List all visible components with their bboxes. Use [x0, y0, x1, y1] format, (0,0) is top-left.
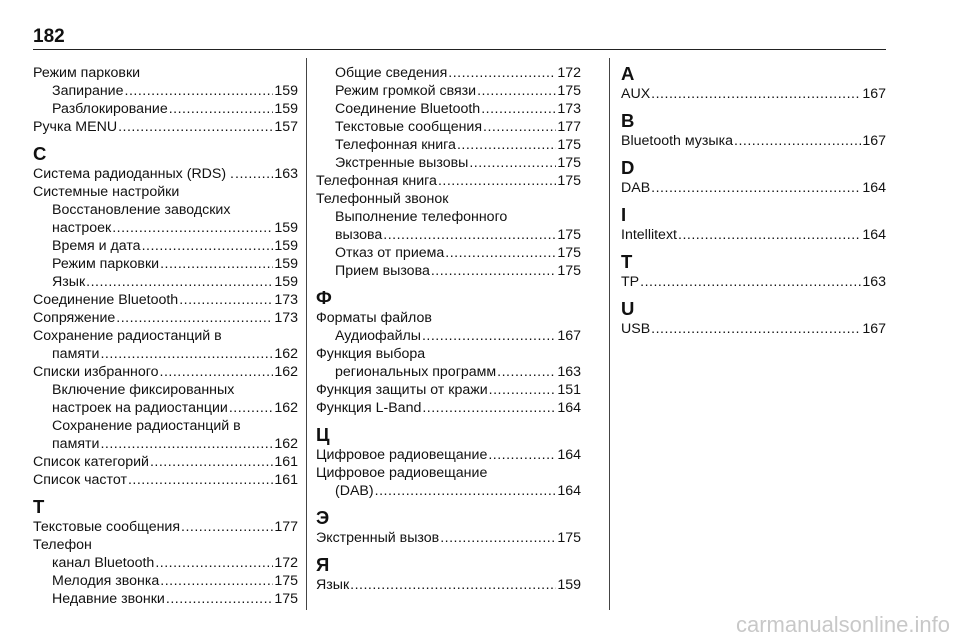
- index-group: [316, 288, 581, 417]
- watermark: carmanualsonline.info: [735, 612, 950, 637]
- entry-text: Экстренный вызов: [316, 530, 440, 546]
- dot-leader: [497, 363, 556, 381]
- entry-text: канал Bluetooth: [52, 555, 155, 571]
- index-entry: [316, 327, 581, 345]
- index-entry: [33, 291, 298, 309]
- entry-page-number: 167: [557, 328, 581, 344]
- entry-text: настроек на радиостанции: [52, 400, 228, 416]
- index-entry: [33, 309, 298, 327]
- entry-text: памяти: [52, 436, 100, 452]
- dot-leader: [150, 453, 273, 471]
- entry-text: Текстовые сообщения: [33, 519, 181, 535]
- dot-leader: [125, 82, 274, 100]
- entry-text: Соединение Bluetooth: [33, 292, 179, 308]
- section-letter: С: [33, 143, 47, 164]
- dot-leader: [481, 100, 556, 118]
- entry-page-number: 159: [274, 274, 298, 290]
- dot-leader: [383, 226, 556, 244]
- index-entry: [316, 136, 581, 154]
- entry-text: Список категорий: [33, 454, 149, 470]
- entry-page-number: 157: [274, 119, 298, 135]
- entry-text: Разблокирование: [52, 101, 168, 117]
- index-entry: [33, 345, 298, 363]
- section-letter: B: [621, 110, 635, 131]
- dot-leader: [651, 179, 861, 197]
- index-group: [316, 555, 581, 594]
- dot-leader: [169, 100, 274, 118]
- dot-leader: [640, 273, 861, 291]
- dot-leader: [166, 590, 273, 608]
- entry-text: Intellitext: [621, 227, 677, 243]
- entry-text: Отказ от приема: [335, 245, 445, 261]
- entry-page-number: 163: [557, 364, 581, 380]
- dot-leader: [489, 381, 557, 399]
- dot-leader: [469, 154, 556, 172]
- entry-text: Мелодия звонка: [52, 573, 160, 589]
- entry-page-number: 159: [274, 83, 298, 99]
- index-heading-line: Восстановление заводских: [52, 202, 231, 218]
- index-entry: [33, 255, 298, 273]
- index-entry: [33, 118, 298, 136]
- section-letter: U: [621, 298, 635, 319]
- entry-page-number: 175: [557, 83, 581, 99]
- entry-text: Режим парковки: [52, 256, 160, 272]
- index-heading-line: Телефонный звонок: [316, 191, 449, 207]
- entry-text: Функция L-Band: [316, 400, 422, 416]
- index-heading-line: Системные настройки: [33, 184, 180, 200]
- dot-leader: [155, 554, 273, 572]
- index-group: [621, 299, 886, 338]
- entry-text: памяти: [52, 346, 100, 362]
- entry-page-number: 167: [862, 321, 886, 337]
- dot-leader: [235, 165, 273, 183]
- entry-page-number: 163: [862, 274, 886, 290]
- dot-leader: [112, 219, 273, 237]
- index-group: [621, 252, 886, 291]
- dot-leader: [440, 529, 556, 547]
- entry-text: Прием вызова: [335, 263, 430, 279]
- dot-leader: [734, 132, 861, 150]
- entry-page-number: 163: [274, 166, 298, 182]
- entry-text: Bluetooth музыка: [621, 133, 734, 149]
- dot-leader: [100, 345, 273, 363]
- index-entry: [316, 529, 581, 547]
- entry-page-number: 164: [557, 400, 581, 416]
- entry-page-number: 175: [557, 530, 581, 546]
- section-letter: Т: [33, 496, 45, 517]
- entry-page-number: 164: [557, 447, 581, 463]
- dot-leader: [116, 309, 273, 327]
- entry-page-number: 177: [557, 119, 581, 135]
- entry-text: Телефонная книга: [335, 137, 456, 153]
- index-entry: [33, 100, 298, 118]
- index-entry: [316, 154, 581, 172]
- entry-text: DAB: [621, 180, 651, 196]
- index-entry: [316, 399, 581, 417]
- entry-text: TP: [621, 274, 640, 290]
- index-entry: [316, 381, 581, 399]
- section-letter: Я: [316, 554, 330, 575]
- index-entry: [33, 572, 298, 590]
- entry-text: Время и дата: [52, 238, 141, 254]
- index-entry: [33, 399, 298, 417]
- index-column-3: [621, 64, 886, 338]
- column-divider: [306, 58, 307, 610]
- section-letter: T: [621, 251, 633, 272]
- entry-page-number: 159: [274, 238, 298, 254]
- index-group: [33, 64, 298, 136]
- entry-page-number: 173: [274, 292, 298, 308]
- entry-page-number: 167: [862, 133, 886, 149]
- entry-text: Соединение Bluetooth: [335, 101, 481, 117]
- dot-leader: [160, 572, 273, 590]
- index-group: [621, 158, 886, 197]
- entry-text: Цифровое радиовещание: [316, 447, 488, 463]
- index-entry: [621, 132, 886, 150]
- entry-page-number: 175: [557, 245, 581, 261]
- index-entry: [316, 118, 581, 136]
- entry-text: Телефонная книга: [316, 173, 437, 189]
- entry-text: Недавние звонки: [52, 591, 165, 607]
- entry-page-number: 175: [557, 137, 581, 153]
- index-group: [33, 497, 298, 608]
- dot-leader: [86, 273, 273, 291]
- index-group: [621, 205, 886, 244]
- index-entry: [33, 82, 298, 100]
- entry-page-number: 175: [557, 173, 581, 189]
- entry-text: Экстренные вызовы: [335, 155, 469, 171]
- index-heading-line: Цифровое радиовещание: [316, 465, 488, 481]
- entry-page-number: 162: [274, 436, 298, 452]
- index-entry: [316, 100, 581, 118]
- column-divider: [609, 58, 610, 610]
- entry-text: настроек: [52, 220, 112, 236]
- entry-text: AUX: [621, 86, 651, 102]
- entry-page-number: 162: [274, 346, 298, 362]
- entry-page-number: 162: [274, 400, 298, 416]
- entry-page-number: 173: [274, 310, 298, 326]
- entry-page-number: 151: [557, 382, 581, 398]
- page-number: 182: [33, 26, 65, 47]
- entry-text: Функция защиты от кражи: [316, 382, 488, 398]
- entry-text: Ручка MENU: [33, 119, 118, 135]
- index-entry: [621, 85, 886, 103]
- dot-leader: [431, 262, 556, 280]
- index-entry: [621, 226, 886, 244]
- index-entry: [33, 237, 298, 255]
- index-heading-line: Режим парковки: [33, 65, 141, 81]
- entry-text: Язык: [52, 274, 86, 290]
- entry-text: (DAB): [335, 483, 374, 499]
- dot-leader: [179, 291, 273, 309]
- dot-leader: [483, 118, 556, 136]
- dot-leader: [118, 118, 273, 136]
- dot-leader: [651, 85, 861, 103]
- entry-page-number: 173: [557, 101, 581, 117]
- index-heading-line: Включение фиксированных: [52, 382, 235, 398]
- dot-leader: [375, 482, 557, 500]
- entry-page-number: 161: [274, 472, 298, 488]
- entry-page-number: 159: [557, 577, 581, 593]
- entry-page-number: 177: [274, 519, 298, 535]
- entry-text: Список частот: [33, 472, 127, 488]
- index-entry: [316, 172, 581, 190]
- index-entry: [621, 320, 886, 338]
- index-entry: [316, 576, 581, 594]
- index-heading-line: Функция выбора: [316, 346, 426, 362]
- dot-leader: [477, 82, 556, 100]
- dot-leader: [128, 471, 273, 489]
- section-letter: I: [621, 204, 627, 225]
- dot-leader: [142, 237, 274, 255]
- entry-page-number: 175: [557, 155, 581, 171]
- index-entry: [33, 363, 298, 381]
- index-entry: [316, 82, 581, 100]
- index-entry: [316, 262, 581, 280]
- entry-page-number: 159: [274, 220, 298, 236]
- entry-text: Списки избранного: [33, 364, 159, 380]
- entry-text: вызова: [335, 227, 383, 243]
- index-entry: [33, 453, 298, 471]
- index-entry: [33, 165, 298, 183]
- entry-page-number: 161: [274, 454, 298, 470]
- index-group: [621, 64, 886, 103]
- section-letter: Э: [316, 507, 330, 528]
- index-column-1: [33, 64, 298, 608]
- entry-text: региональных программ: [335, 364, 497, 380]
- entry-page-number: 172: [274, 555, 298, 571]
- entry-page-number: 172: [557, 65, 581, 81]
- entry-page-number: 175: [274, 591, 298, 607]
- index-entry: [316, 244, 581, 262]
- dot-leader: [678, 226, 861, 244]
- index-entry: [621, 273, 886, 291]
- dot-leader: [422, 327, 556, 345]
- index-heading-line: Телефон: [33, 537, 92, 553]
- header-rule: [33, 49, 886, 50]
- index-heading-line: Форматы файлов: [316, 310, 432, 326]
- index-entry: [316, 64, 581, 82]
- entry-text: Текстовые сообщения: [335, 119, 483, 135]
- dot-leader: [488, 446, 556, 464]
- index-entry: [316, 446, 581, 464]
- index-entry: [621, 179, 886, 197]
- index-heading-line: Сохранение радиостанций в: [33, 328, 222, 344]
- entry-page-number: 175: [557, 263, 581, 279]
- dot-leader: [160, 255, 273, 273]
- entry-text: Сопряжение: [33, 310, 116, 326]
- entry-page-number: 164: [862, 227, 886, 243]
- dot-leader: [445, 244, 556, 262]
- entry-text: Язык: [316, 577, 350, 593]
- index-entry: [33, 219, 298, 237]
- dot-leader: [181, 518, 273, 536]
- index-group: [316, 425, 581, 500]
- index-entry: [33, 435, 298, 453]
- entry-page-number: 175: [557, 227, 581, 243]
- entry-page-number: 162: [274, 364, 298, 380]
- index-group: [33, 144, 298, 489]
- index-heading-line: Выполнение телефонного: [335, 209, 508, 225]
- section-letter: A: [621, 63, 635, 84]
- entry-page-number: 164: [557, 483, 581, 499]
- entry-page-number: 175: [274, 573, 298, 589]
- entry-text: Запирание: [52, 83, 124, 99]
- dot-leader: [350, 576, 556, 594]
- entry-page-number: 159: [274, 256, 298, 272]
- dot-leader: [160, 363, 274, 381]
- index-group: [316, 508, 581, 547]
- dot-leader: [100, 435, 273, 453]
- index-heading-line: Сохранение радиостанций в: [52, 418, 241, 434]
- index-entry: [33, 273, 298, 291]
- entry-page-number: 167: [862, 86, 886, 102]
- entry-text: Система радиоданных (RDS) .: [33, 166, 235, 182]
- section-letter: Ф: [316, 287, 332, 308]
- entry-text: Режим громкой связи: [335, 83, 477, 99]
- section-letter: Ц: [316, 424, 330, 445]
- dot-leader: [448, 64, 556, 82]
- dot-leader: [229, 399, 274, 417]
- index-entry: [33, 554, 298, 572]
- index-column-2: [316, 64, 581, 594]
- entry-text: Общие сведения: [335, 65, 448, 81]
- section-letter: D: [621, 157, 635, 178]
- entry-page-number: 159: [274, 101, 298, 117]
- entry-text: USB: [621, 321, 651, 337]
- entry-text: Аудиофайлы: [335, 328, 421, 344]
- dot-leader: [457, 136, 556, 154]
- index-entry: [33, 518, 298, 536]
- index-entry: [33, 590, 298, 608]
- index-group: [621, 111, 886, 150]
- index-entry: [316, 226, 581, 244]
- index-group: [316, 64, 581, 280]
- entry-page-number: 164: [862, 180, 886, 196]
- dot-leader: [422, 399, 556, 417]
- dot-leader: [438, 172, 556, 190]
- index-entry: [316, 363, 581, 381]
- index-entry: [33, 471, 298, 489]
- dot-leader: [651, 320, 861, 338]
- index-entry: [316, 482, 581, 500]
